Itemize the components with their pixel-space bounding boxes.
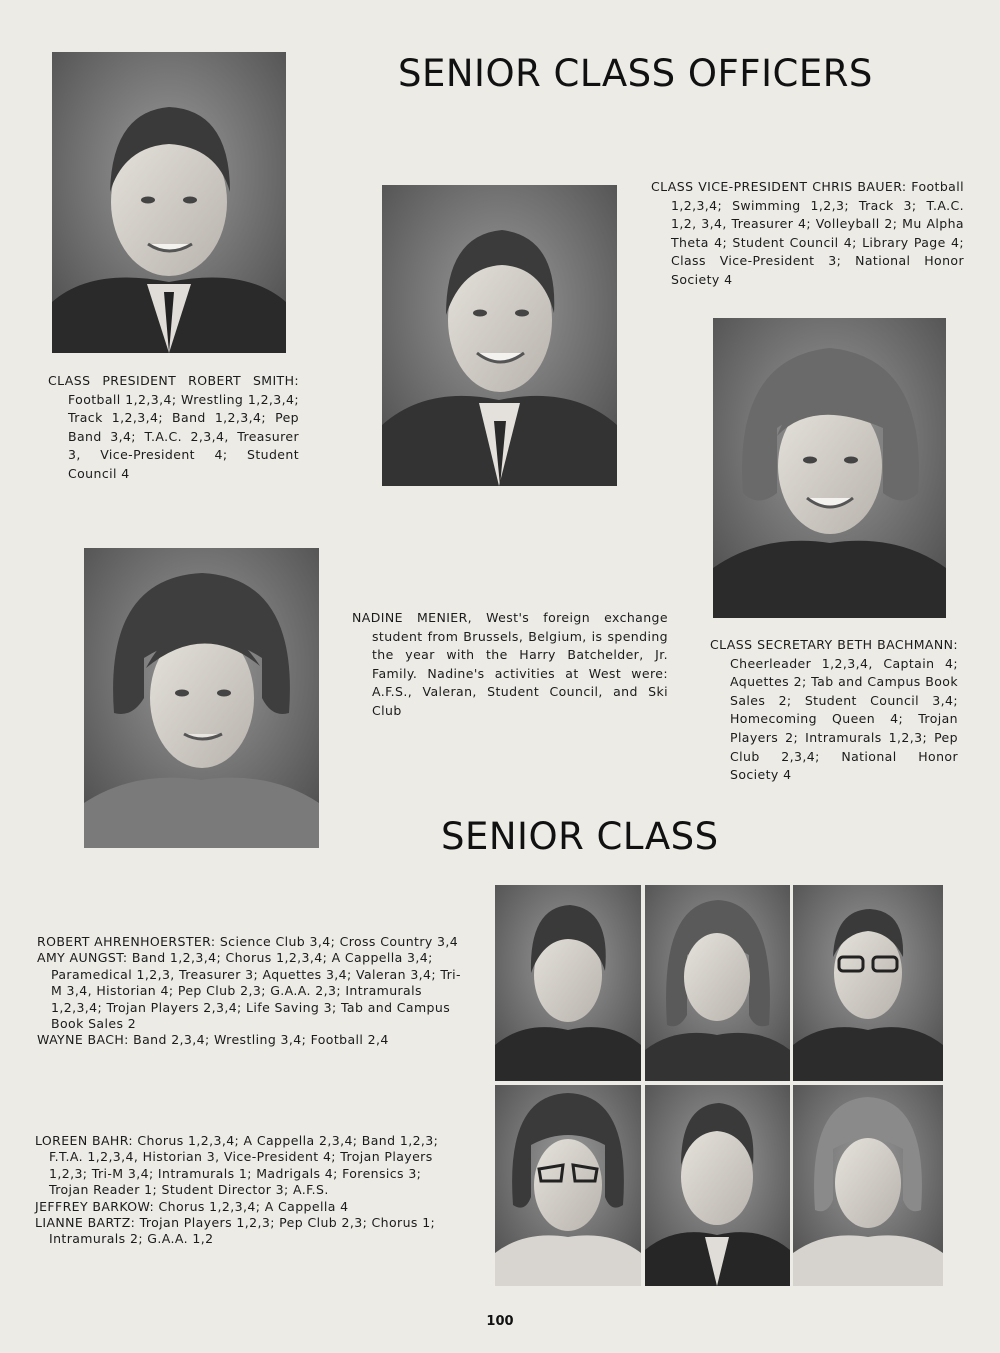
exchange-student-photo bbox=[84, 548, 319, 848]
senior-entry: LOREEN BAHR: Chorus 1,2,3,4; A Cappella 2,3,4; Band 1,2,3; F.T.A. 1,2,3,4, Historian 3, Vice-President 4; Trojan Players 1,2,3; Tri-M 3,4; Intramurals 1; Madrigals 4; Forensics 3; Trojan Reader 1; Student Director 3; A.F.S. bbox=[35, 1133, 439, 1198]
secretary-photo bbox=[713, 318, 946, 618]
exchange-student-caption: NADINE MENIER, West's foreign exchange student from Brussels, Belgium, is spending the year with the Harry Batchelder, Jr. Family. Nadine's activities at West were: A.F.S., Valeran, Student Council, and Ski Club bbox=[352, 610, 668, 718]
senior-portrait-aungst bbox=[645, 885, 790, 1081]
senior-entry: AMY AUNGST: Band 1,2,3,4; Chorus 1,2,3,4; A Cappella 3,4; Paramedical 1,2,3, Treasurer 3; Aquettes 3,4; Valeran 3,4; Tri-M 3,4, Historian 4; Pep Club 2,3; G.A.A. 2,3; Intramurals 1,2,3,4; Trojan Players 2,3,4; Life Saving 3; Tab and Campus Book Sales 2 bbox=[37, 950, 461, 1032]
senior-portrait-bahr bbox=[495, 1085, 641, 1286]
president-photo bbox=[52, 52, 286, 353]
president-caption: CLASS PRESIDENT ROBERT SMITH: Football 1,2,3,4; Wrestling 1,2,3,4; Track 1,2,3,4; Band 1,2,3,4; Pep Band 3,4; T.A.C. 2,3,4, Treasurer 3, Vice-President 4; Student Council 4 bbox=[48, 373, 299, 481]
senior-entry: JEFFREY BARKOW: Chorus 1,2,3,4; A Cappella 4 bbox=[35, 1198, 349, 1214]
senior-entry: LIANNE BARTZ: Trojan Players 1,2,3; Pep Club 2,3; Chorus 1; Intramurals 2; G.A.A. 1,2 bbox=[35, 1215, 436, 1247]
officers-heading: SENIOR CLASS OFFICERS bbox=[398, 52, 873, 95]
senior-entry: WAYNE BACH: Band 2,3,4; Wrestling 3,4; Football 2,4 bbox=[37, 1032, 389, 1048]
vice-president-photo bbox=[382, 185, 617, 486]
secretary-caption: CLASS SECRETARY BETH BACHMANN: Cheerleader 1,2,3,4, Captain 4; Aquettes 2; Tab and Campus Book Sales 2; Student Council 3,4; Homecoming Queen 4; Trojan Players 2; Intramurals 1,2,3; Pep Club 2,3,4; National Honor Society 4 bbox=[710, 637, 958, 783]
senior-entry: ROBERT AHRENHOERSTER: Science Club 3,4; Cross Country 3,4 bbox=[37, 934, 459, 949]
senior-portrait-bartz bbox=[793, 1085, 943, 1286]
vice-president-caption: CLASS VICE-PRESIDENT CHRIS BAUER: Football 1,2,3,4; Swimming 1,2,3; Track 3; T.A.C. 1,2, 3,4, Treasurer 4; Volleyball 2; Mu Alpha Theta 4; Student Council 4; Library Page 4; Class Vice-President 3; National Honor Society 4 bbox=[651, 179, 964, 287]
senior-portrait-barkow bbox=[645, 1085, 790, 1286]
senior-portrait-ahrenhoerster bbox=[495, 885, 641, 1081]
senior-class-heading: SENIOR CLASS bbox=[441, 815, 719, 858]
page-number: 100 bbox=[486, 1314, 514, 1329]
seniors-group-1 bbox=[37, 934, 467, 1049]
seniors-group-2 bbox=[35, 1133, 465, 1248]
senior-portrait-bach bbox=[793, 885, 943, 1081]
